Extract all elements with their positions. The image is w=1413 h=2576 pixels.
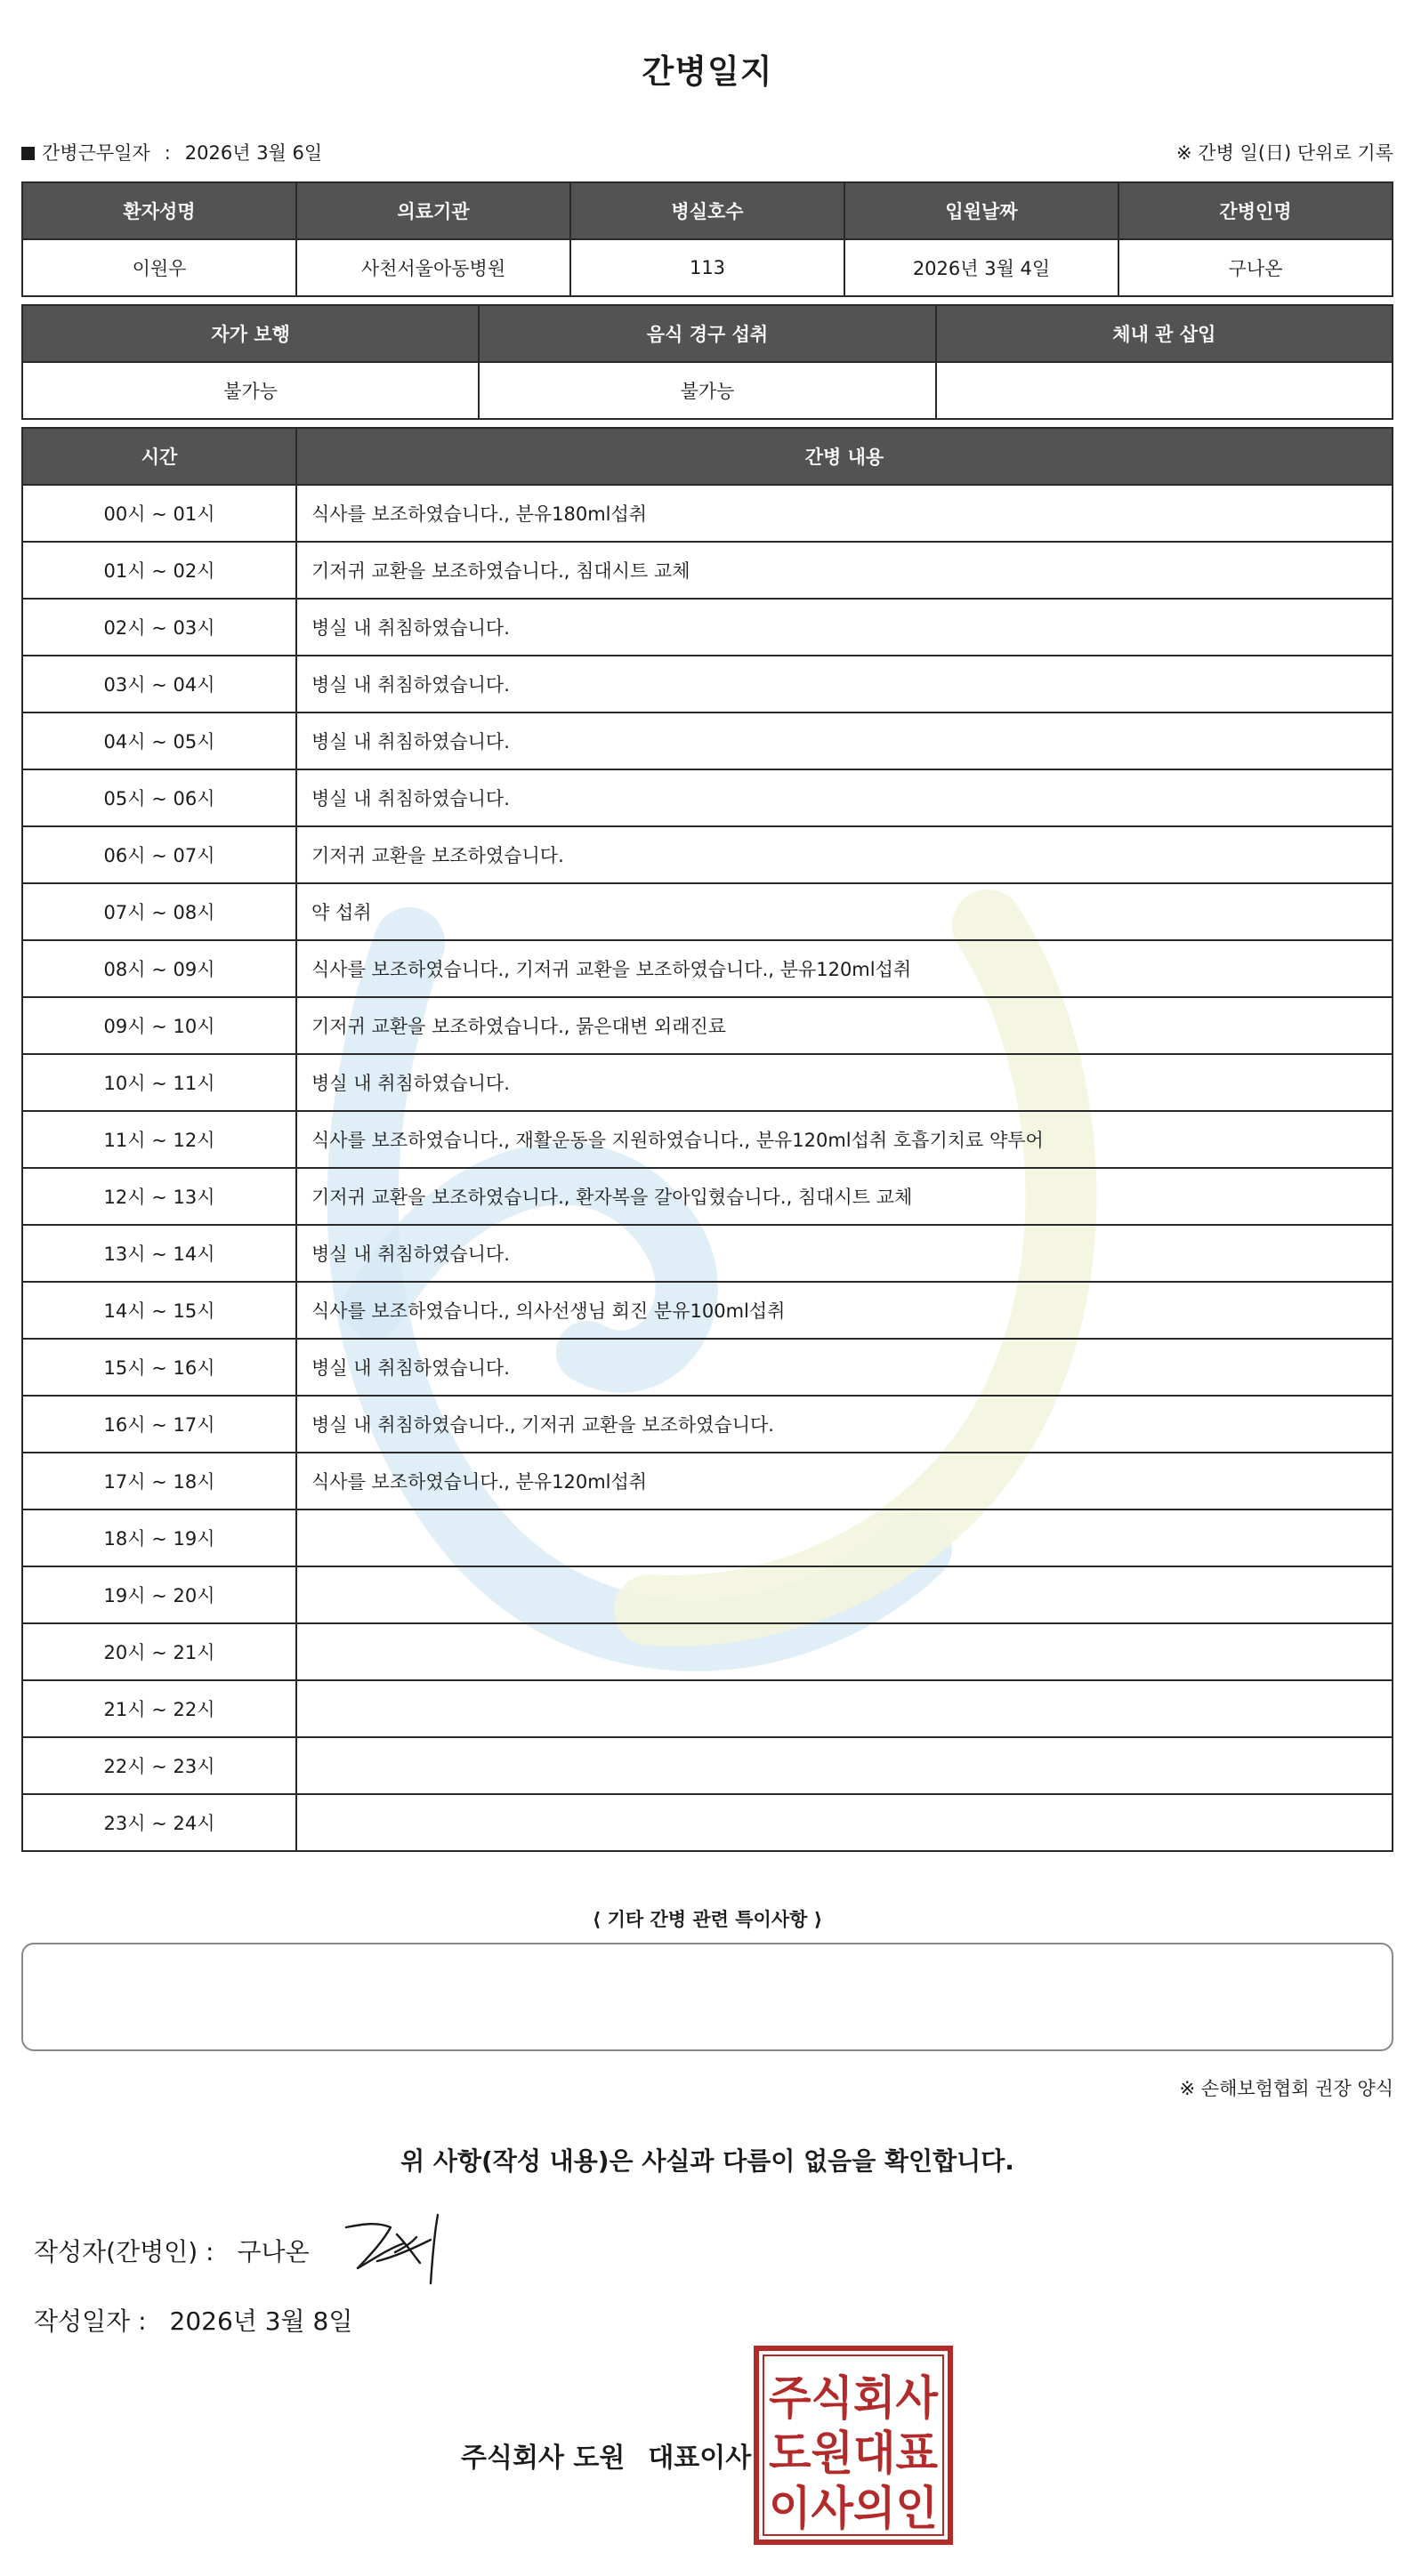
admission-date: 2026년 3월 4일 bbox=[844, 239, 1118, 296]
header-caregiver-name: 간병인명 bbox=[1118, 182, 1393, 239]
remarks-box bbox=[21, 1943, 1393, 2051]
log-row bbox=[22, 1623, 1393, 1680]
writer-label: 작성자(간병인) : bbox=[34, 2237, 214, 2266]
log-content: 식사를 보조하였습니다., 재활운동을 지원하였습니다., 분유120ml섭취 호흡기치료 약투어 bbox=[296, 1111, 1393, 1168]
log-row bbox=[22, 826, 1393, 883]
log-time: 20시 ~ 21시 bbox=[22, 1623, 296, 1680]
log-content: 병실 내 취침하였습니다. bbox=[296, 712, 1393, 769]
log-row bbox=[22, 1282, 1393, 1339]
log-row bbox=[22, 1680, 1393, 1737]
patient-status-table bbox=[21, 304, 1393, 420]
log-time: 09시 ~ 10시 bbox=[22, 997, 296, 1054]
log-time: 13시 ~ 14시 bbox=[22, 1225, 296, 1282]
log-content bbox=[296, 1509, 1393, 1566]
log-row bbox=[22, 712, 1393, 769]
log-row bbox=[22, 1225, 1393, 1282]
log-content bbox=[296, 1566, 1393, 1623]
log-time: 06시 ~ 07시 bbox=[22, 826, 296, 883]
tube-insertion-value bbox=[936, 362, 1393, 419]
work-date bbox=[21, 139, 322, 165]
log-content: 병실 내 취침하였습니다. bbox=[296, 1339, 1393, 1396]
writer-name: 구나온 bbox=[237, 2237, 310, 2266]
room-number: 113 bbox=[570, 239, 844, 296]
log-content: 병실 내 취침하였습니다. bbox=[296, 1054, 1393, 1111]
header-patient-name: 환자성명 bbox=[22, 182, 296, 239]
work-date-colon: : bbox=[164, 142, 171, 164]
log-row bbox=[22, 1566, 1393, 1623]
header-time: 시간 bbox=[22, 428, 296, 485]
log-time: 23시 ~ 24시 bbox=[22, 1794, 296, 1851]
log-time: 04시 ~ 05시 bbox=[22, 712, 296, 769]
log-time: 08시 ~ 09시 bbox=[22, 940, 296, 997]
log-time: 03시 ~ 04시 bbox=[22, 656, 296, 712]
log-content: 기저귀 교환을 보조하였습니다., 묽은대변 외래진료 bbox=[296, 997, 1393, 1054]
writer-line bbox=[34, 2233, 310, 2268]
caregiver-name: 구나온 bbox=[1118, 239, 1393, 296]
square-bullet-icon bbox=[21, 147, 35, 160]
log-time: 02시 ~ 03시 bbox=[22, 599, 296, 656]
log-content: 병실 내 취침하였습니다. bbox=[296, 599, 1393, 656]
seal-line-2: 도원대표 bbox=[769, 2427, 938, 2481]
log-time: 18시 ~ 19시 bbox=[22, 1509, 296, 1566]
seal-line-3: 이사의인 bbox=[769, 2482, 938, 2536]
care-log-table bbox=[21, 427, 1393, 1852]
institution: 사천서울아동병원 bbox=[296, 239, 570, 296]
confirmation-statement: 위 사항(작성 내용)은 사실과 다름이 없음을 확인합니다. bbox=[400, 2146, 1014, 2176]
log-time: 05시 ~ 06시 bbox=[22, 769, 296, 826]
log-time: 21시 ~ 22시 bbox=[22, 1680, 296, 1737]
log-content bbox=[296, 1623, 1393, 1680]
log-row bbox=[22, 1737, 1393, 1794]
work-date-value: 2026년 3월 6일 bbox=[184, 142, 323, 164]
log-time: 14시 ~ 15시 bbox=[22, 1282, 296, 1339]
patient-info-header-row bbox=[22, 182, 1393, 239]
log-time: 00시 ~ 01시 bbox=[22, 485, 296, 542]
header-institution: 의료기관 bbox=[296, 182, 570, 239]
patient-info-table bbox=[21, 181, 1393, 297]
header-admission-date: 입원날짜 bbox=[844, 182, 1118, 239]
log-content: 병실 내 취침하였습니다., 기저귀 교환을 보조하였습니다. bbox=[296, 1396, 1393, 1453]
log-content: 식사를 보조하였습니다., 분유120ml섭취 bbox=[296, 1453, 1393, 1509]
written-date-line bbox=[34, 2302, 352, 2338]
log-content: 병실 내 취침하였습니다. bbox=[296, 1225, 1393, 1282]
company-name: 주식회사 도원 bbox=[461, 2443, 626, 2474]
log-time: 12시 ~ 13시 bbox=[22, 1168, 296, 1225]
unit-note: ※ 간병 일(日) 단위로 기록 bbox=[1176, 142, 1393, 164]
log-row bbox=[22, 1339, 1393, 1396]
log-content: 병실 내 취침하였습니다. bbox=[296, 656, 1393, 712]
log-content bbox=[296, 1737, 1393, 1794]
log-time: 11시 ~ 12시 bbox=[22, 1111, 296, 1168]
log-time: 15시 ~ 16시 bbox=[22, 1339, 296, 1396]
self-walking-value: 불가능 bbox=[22, 362, 479, 419]
log-header-row bbox=[22, 428, 1393, 485]
company-seal bbox=[753, 2345, 954, 2546]
log-row bbox=[22, 542, 1393, 599]
patient-info-value-row bbox=[22, 239, 1393, 296]
header-tube-insertion: 체내 관 삽입 bbox=[936, 305, 1393, 362]
status-header-row bbox=[22, 305, 1393, 362]
log-content: 식사를 보조하였습니다., 분유180ml섭취 bbox=[296, 485, 1393, 542]
document-title: 간병일지 bbox=[642, 52, 773, 91]
log-content: 기저귀 교환을 보조하였습니다. bbox=[296, 826, 1393, 883]
header-oral-intake: 음식 경구 섭취 bbox=[479, 305, 935, 362]
written-date-label: 작성일자 : bbox=[34, 2306, 147, 2336]
log-time: 10시 ~ 11시 bbox=[22, 1054, 296, 1111]
log-row bbox=[22, 1453, 1393, 1509]
signature bbox=[342, 2208, 466, 2288]
log-row bbox=[22, 1509, 1393, 1566]
log-time: 01시 ~ 02시 bbox=[22, 542, 296, 599]
log-row bbox=[22, 940, 1393, 997]
oral-intake-value: 불가능 bbox=[479, 362, 935, 419]
header-room-number: 병실호수 bbox=[570, 182, 844, 239]
log-row bbox=[22, 656, 1393, 712]
log-time: 22시 ~ 23시 bbox=[22, 1737, 296, 1794]
status-value-row bbox=[22, 362, 1393, 419]
company-line bbox=[461, 2435, 751, 2475]
log-time: 17시 ~ 18시 bbox=[22, 1453, 296, 1509]
log-time: 19시 ~ 20시 bbox=[22, 1566, 296, 1623]
log-row bbox=[22, 1794, 1393, 1851]
header-care-content: 간병 내용 bbox=[296, 428, 1393, 485]
header-self-walking: 자가 보행 bbox=[22, 305, 479, 362]
log-content: 식사를 보조하였습니다., 의사선생님 회진 분유100ml섭취 bbox=[296, 1282, 1393, 1339]
log-row bbox=[22, 1111, 1393, 1168]
log-row bbox=[22, 1054, 1393, 1111]
log-row bbox=[22, 769, 1393, 826]
log-content bbox=[296, 1680, 1393, 1737]
log-content: 약 섭취 bbox=[296, 883, 1393, 940]
patient-name: 이원우 bbox=[22, 239, 296, 296]
log-row bbox=[22, 485, 1393, 542]
log-rows bbox=[22, 485, 1393, 1851]
written-date-value: 2026년 3월 8일 bbox=[169, 2306, 353, 2336]
seal-line-1: 주식회사 bbox=[769, 2371, 939, 2426]
log-content: 식사를 보조하였습니다., 기저귀 교환을 보조하였습니다., 분유120ml섭취 bbox=[296, 940, 1393, 997]
company-title: 대표이사 bbox=[648, 2443, 752, 2474]
work-date-label: 간병근무일자 bbox=[42, 142, 150, 164]
log-time: 07시 ~ 08시 bbox=[22, 883, 296, 940]
remarks-title: ⟨ 기타 간병 관련 특이사항 ⟩ bbox=[592, 1909, 823, 1930]
log-row bbox=[22, 997, 1393, 1054]
log-row bbox=[22, 1396, 1393, 1453]
log-row bbox=[22, 1168, 1393, 1225]
log-time: 16시 ~ 17시 bbox=[22, 1396, 296, 1453]
log-content: 기저귀 교환을 보조하였습니다., 침대시트 교체 bbox=[296, 542, 1393, 599]
log-content: 병실 내 취침하였습니다. bbox=[296, 769, 1393, 826]
association-note: ※ 손해보험협회 권장 양식 bbox=[1179, 2078, 1393, 2099]
log-row bbox=[22, 599, 1393, 656]
log-content bbox=[296, 1794, 1393, 1851]
log-content: 기저귀 교환을 보조하였습니다., 환자복을 갈아입혔습니다., 침대시트 교체 bbox=[296, 1168, 1393, 1225]
log-row bbox=[22, 883, 1393, 940]
